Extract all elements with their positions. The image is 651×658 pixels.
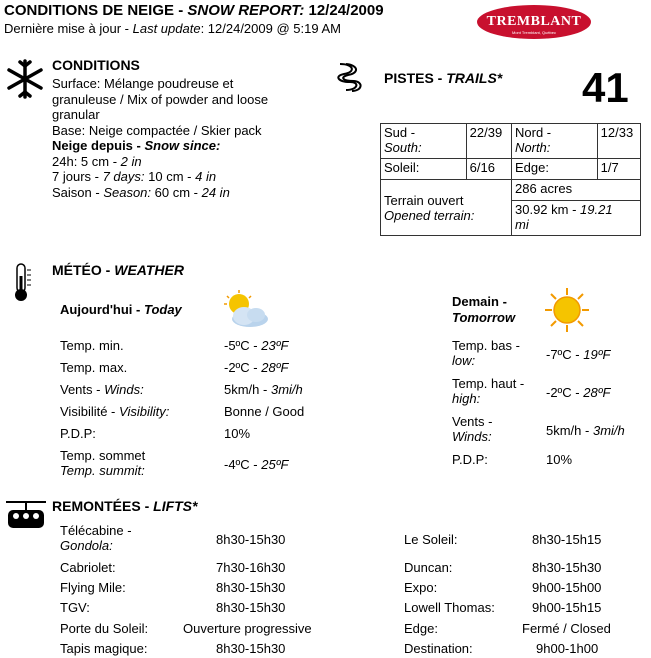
south-value: 22/39 [466, 124, 511, 159]
tremblant-logo[interactable] [476, 4, 592, 40]
tomorrow-low-label: Temp. bas - low: [452, 338, 520, 368]
lift-hours: 9h00-15h15 [532, 600, 602, 615]
lift-hours: 8h30-15h30 [216, 532, 286, 547]
page-title: CONDITIONS DE NEIGE - SNOW REPORT: 12/24/2009 [4, 2, 384, 19]
tomorrow-wind-value: 5km/h - 3mi/h [546, 423, 625, 438]
today-min-label: Temp. min. [60, 338, 124, 353]
conditions-heading: CONDITIONS [52, 57, 140, 73]
chairlift-icon [4, 498, 48, 534]
north-label: Nord - North: [512, 124, 598, 159]
lift-hours: 8h30-15h30 [216, 580, 286, 595]
today-wind-value: 5km/h - 3mi/h [224, 382, 303, 397]
tomorrow-high-label: Temp. haut - high: [452, 376, 525, 406]
lift-hours: 8h30-15h15 [532, 532, 602, 547]
tomorrow-wind-label: Vents - Winds: [452, 414, 493, 444]
soleil-label: Soleil: [381, 159, 467, 180]
today-min-value: -5ºC - 23ºF [224, 338, 289, 353]
partly-cloudy-icon [222, 290, 270, 330]
snowflake-icon [4, 58, 46, 100]
lifts-heading: REMONTÉES - LIFTS* [52, 498, 198, 514]
north-value: 12/33 [597, 124, 640, 159]
today-heading: Aujourd'hui - Today [60, 302, 182, 317]
trail-icon [334, 60, 364, 94]
lift-name: Tapis magique: [60, 641, 148, 656]
today-pop-label: P.D.P: [60, 426, 96, 441]
tomorrow-pop-value: 10% [546, 452, 573, 467]
today-pop-value: 10% [224, 426, 251, 441]
conditions-details: Surface: Mélange poudreuse et granuleuse / Mix of powder and loose granular Base: Neige compactée / Skier pack Neige depuis - Snow since: 24h: 5 cm - 2 in 7 jours - 7 days: 10 cm - 4 in Saison - Season: 60 cm - 24 in [52, 76, 269, 200]
table-row [381, 180, 641, 201]
lift-name: Lowell Thomas: [404, 600, 495, 615]
lift-name: Expo: [404, 580, 438, 595]
terrain-label: Terrain ouvert Opened terrain: [381, 180, 512, 236]
lift-name: Cabriolet: [60, 560, 116, 575]
lift-name: Edge: [404, 621, 438, 636]
tomorrow-pop-label: P.D.P: [452, 452, 488, 467]
today-summit-label: Temp. sommet Temp. summit: [60, 448, 146, 478]
sunny-icon [544, 287, 590, 333]
south-label: Sud - South: [381, 124, 467, 159]
today-max-value: -2ºC - 28ºF [224, 360, 289, 375]
lift-name: Destination: [404, 641, 473, 656]
tomorrow-high-value: -2ºC - 28ºF [546, 385, 611, 400]
trails-table [380, 123, 641, 236]
today-max-label: Temp. max. [60, 360, 128, 375]
tomorrow-low-value: -7ºC - 19ºF [546, 347, 611, 362]
tomorrow-heading: Demain - Tomorrow [452, 294, 516, 325]
trails-heading: PISTES - TRAILS* [384, 70, 503, 86]
edge-label: Edge: [512, 159, 598, 180]
table-row [381, 159, 641, 180]
lift-hours: Ouverture progressive [183, 621, 312, 636]
lift-name: Télécabine - Gondola: [60, 523, 132, 553]
lift-hours: 7h30-16h30 [216, 560, 286, 575]
today-wind-label: Vents - Winds: [60, 382, 144, 397]
lifts-list [60, 523, 650, 658]
trails-open-count: 41 [582, 64, 629, 111]
lift-name: Porte du Soleil: [60, 621, 149, 636]
lift-hours: 8h30-15h30 [216, 641, 286, 656]
edge-value: 1/7 [597, 159, 640, 180]
svg-text:TREMBLANT: TREMBLANT [486, 14, 582, 29]
today-summit-value: -4ºC - 25ºF [224, 457, 289, 472]
soleil-value: 6/16 [466, 159, 511, 180]
lift-hours: 8h30-15h30 [216, 600, 286, 615]
terrain-acres: 286 acres [512, 180, 641, 201]
lift-name: Duncan: [404, 560, 453, 575]
svg-text:Mont Tremblant, Québec: Mont Tremblant, Québec [511, 30, 557, 35]
terrain-km: 30.92 km - 19.21 mi [512, 201, 641, 236]
lift-hours: 9h00-1h00 [536, 641, 599, 656]
lift-name: Flying Mile: [60, 580, 126, 595]
lift-hours: Fermé / Closed [522, 621, 611, 636]
lift-name: Le Soleil: [404, 532, 458, 547]
lift-hours: 9h00-15h00 [532, 580, 602, 595]
weather-heading: MÉTÉO - WEATHER [52, 262, 184, 278]
last-update: Dernière mise à jour - Last update: 12/24/2009 @ 5:19 AM [4, 21, 341, 36]
today-visibility-value: Bonne / Good [224, 404, 305, 419]
thermometer-icon [8, 262, 36, 304]
today-visibility-label: Visibilité - Visibility: [60, 404, 170, 419]
table-row [381, 124, 641, 159]
lift-name: TGV: [60, 600, 90, 615]
lift-hours: 8h30-15h30 [532, 560, 602, 575]
